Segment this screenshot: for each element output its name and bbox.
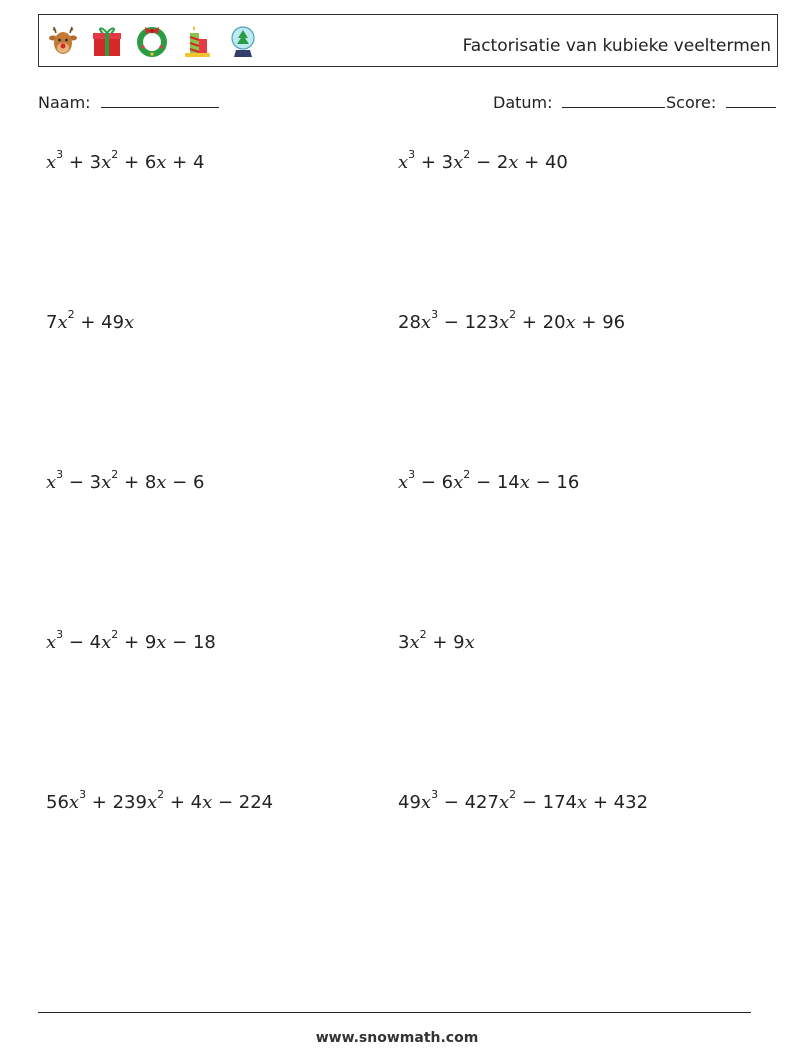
variable: x [46, 472, 57, 493]
variable: x [68, 792, 80, 813]
variable: x [453, 152, 464, 173]
problem-1 [46, 148, 205, 173]
problem-6 [398, 468, 580, 493]
term-text: + 96 [575, 312, 626, 333]
term-text: − 123 [438, 312, 499, 333]
variable: x [398, 472, 409, 493]
footer-divider [38, 1012, 751, 1013]
variable: x [519, 472, 530, 493]
variable: x [46, 632, 57, 653]
variable: x [498, 792, 510, 813]
candle-icon [179, 23, 215, 59]
term-text: 28 [398, 312, 421, 333]
term-text: − 427 [438, 792, 499, 813]
exponent: 3 [56, 628, 64, 641]
variable: x [398, 152, 409, 173]
problem-10 [398, 788, 649, 813]
term-text: − 6 [166, 472, 205, 493]
exponent: 2 [111, 148, 119, 161]
worksheet-title: Factorisatie van kubieke veeltermen [462, 36, 771, 56]
date-label: Datum: [493, 93, 553, 112]
variable: x [146, 792, 158, 813]
variable: x [420, 312, 432, 333]
variable: x [46, 152, 57, 173]
problem-2 [398, 148, 568, 173]
gift-icon [89, 23, 125, 59]
term-text: − 2 [470, 152, 509, 173]
exponent: 2 [463, 468, 471, 481]
term-text: 3 [398, 632, 410, 653]
term-text: + 20 [516, 312, 566, 333]
exponent: 3 [56, 148, 64, 161]
variable: x [420, 792, 432, 813]
term-text: + 6 [118, 152, 157, 173]
variable: x [156, 632, 167, 653]
variable: x [453, 472, 464, 493]
worksheet-header [38, 14, 778, 67]
term-text: + 3 [415, 152, 454, 173]
wreath-icon [134, 23, 170, 59]
date-field [493, 93, 665, 112]
variable: x [508, 152, 519, 173]
term-text: − 18 [166, 632, 216, 653]
variable: x [156, 152, 167, 173]
term-text: + 9 [426, 632, 465, 653]
exponent: 2 [67, 308, 75, 321]
variable: x [124, 312, 135, 333]
variable: x [409, 632, 420, 653]
variable: x [498, 312, 510, 333]
exponent: 2 [157, 788, 165, 801]
exponent: 2 [509, 788, 517, 801]
exponent: 3 [79, 788, 87, 801]
term-text: − 4 [63, 632, 102, 653]
term-text: − 174 [516, 792, 577, 813]
score-field [666, 93, 776, 112]
term-text: − 3 [63, 472, 102, 493]
term-text: + 8 [118, 472, 157, 493]
variable: x [101, 632, 112, 653]
term-text: + 49 [74, 312, 125, 333]
exponent: 2 [463, 148, 471, 161]
variable: x [57, 312, 68, 333]
problem-3 [46, 308, 135, 333]
term-text: + 4 [166, 152, 205, 173]
exponent: 3 [431, 308, 439, 321]
term-text: − 6 [415, 472, 454, 493]
exponent: 3 [56, 468, 64, 481]
term-text: 7 [46, 312, 58, 333]
score-label: Score: [666, 93, 717, 112]
exponent: 2 [111, 468, 119, 481]
exponent: 3 [431, 788, 439, 801]
snow-globe-icon [225, 23, 261, 59]
term-text: + 432 [587, 792, 649, 813]
name-field [38, 93, 219, 112]
problem-4 [398, 308, 626, 333]
term-text: − 16 [529, 472, 580, 493]
term-text: 49 [398, 792, 421, 813]
date-blank [562, 95, 665, 108]
footer-site: www.snowmath.com [315, 1030, 479, 1046]
exponent: 2 [419, 628, 427, 641]
problem-7 [46, 628, 216, 653]
problem-8 [398, 628, 475, 653]
term-text: − 14 [470, 472, 520, 493]
term-text: + 4 [164, 792, 203, 813]
variable: x [101, 472, 112, 493]
term-text: 56 [46, 792, 69, 813]
term-text: − 224 [212, 792, 274, 813]
term-text: + 40 [518, 152, 568, 173]
name-label: Naam: [38, 93, 91, 112]
variable: x [577, 792, 588, 813]
problem-9 [46, 788, 274, 813]
name-blank [101, 95, 219, 108]
variable: x [101, 152, 112, 173]
variable: x [464, 632, 475, 653]
problem-5 [46, 468, 205, 493]
exponent: 2 [111, 628, 119, 641]
exponent: 3 [408, 148, 416, 161]
variable: x [202, 792, 213, 813]
score-blank [726, 95, 776, 108]
term-text: + 9 [118, 632, 157, 653]
exponent: 2 [509, 308, 517, 321]
term-text: + 239 [86, 792, 147, 813]
exponent: 3 [408, 468, 416, 481]
term-text: + 3 [63, 152, 102, 173]
variable: x [156, 472, 167, 493]
reindeer-icon [45, 23, 81, 59]
variable: x [565, 312, 576, 333]
